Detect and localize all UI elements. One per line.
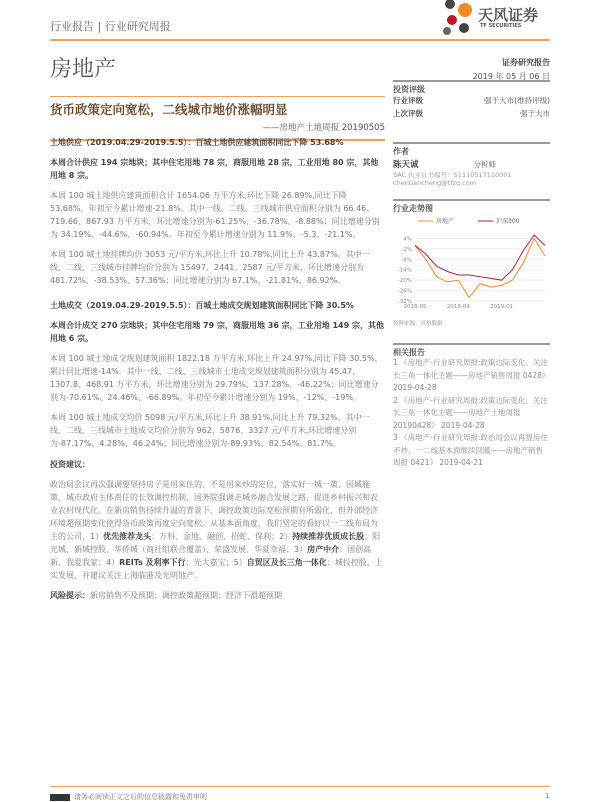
report-category: 行业报告 | 行业研究周报: [50, 20, 171, 33]
author-row: [393, 158, 550, 170]
advice-emph: REITs 及利率下行: [119, 558, 186, 567]
author-email: chentiancheng@tfzq.com: [393, 179, 477, 187]
y-tick-label: -8%: [401, 257, 412, 264]
footer: [50, 792, 207, 802]
advice-paragraph: [50, 478, 385, 582]
risk-title: 风险提示：: [50, 591, 90, 600]
previous-rating: [393, 107, 550, 120]
label: 上次评级: [393, 109, 423, 118]
y-tick-label: -26%: [397, 288, 412, 295]
related-title: 相关报告: [393, 343, 550, 357]
deal-summary: 本周合计成交 270 宗地块；其中住宅用地 79 宗，商服用地 36 宗，工业用地 149 宗，其他用地 6 宗。: [50, 321, 384, 343]
advice-emph: 自贸区及长三角一体化: [246, 558, 327, 567]
advice-title: 投资建议：: [50, 460, 90, 469]
label: 行业评级: [393, 96, 423, 105]
value: 强于大市(维持评级): [484, 96, 550, 105]
advice-text: 政治局会议再次强调要坚持房子是用来住的、不是用来炒的定位，落实好一城一策、因城施策、城市政府主体责任的长效调控机制，国务院强调走城乡融合发展之路，促进乡村振兴和农业农村现代化。在新房销售持续升温的背景下，调控政策边际宽松预期有所弱化，但外部经济环境超预期变化使得货币政策再度定向宽松。从基本面角度，我们坚定的看好以一二线布局为主的公司，1）: [50, 480, 378, 541]
chart-source: 资料来源：贝格数据: [393, 321, 443, 327]
author-title: 作者: [393, 142, 550, 156]
logo-mark-icon: [440, 0, 476, 36]
sector-title: 房地产: [50, 57, 117, 82]
industry-rating: [393, 94, 550, 107]
brand-name-en: TF SECURITIES: [480, 23, 522, 29]
footer-divider: [50, 786, 550, 787]
author-name: 陈天诚: [393, 160, 419, 170]
advice-text: ：城投控股、上实发展，并建议关注上海临港及光明地产。: [50, 558, 383, 580]
advice-text: ：光大嘉宝；5）: [185, 558, 247, 567]
advice-emph: 持续推荐优质成长股: [292, 532, 365, 541]
advice-text: ：阳光城、新城控股、华侨城（商社组联合覆盖）、荣盛发展、华夏幸福；3）: [50, 532, 381, 554]
supply-title: 土地供应（2019.04.29-2019.5.5）：百城土地供应建筑面积同比下降 53.68%: [50, 138, 344, 147]
subtitle: ——房地产土地周报 20190505: [262, 123, 385, 133]
x-tick-label: 2018-05: [403, 304, 427, 310]
industry-trend-chart: [393, 213, 550, 313]
report-type: 证券研究报告: [502, 58, 550, 67]
author-sac: SAC 执业证书编号：S1110517110001: [393, 171, 512, 179]
page-number: 1: [545, 792, 550, 800]
advice-text: ：国创高新、我爱我家；4）: [50, 545, 372, 567]
deal-title: 土地成交（2019.04.29-2019.5.5）：百城土地成交规划建筑面积同比下降 30.5%: [50, 301, 354, 310]
sidebar: [393, 76, 550, 470]
advice-text: ：万科、金地、融创、招蛇、保利；2）: [151, 532, 293, 541]
y-tick-label: -2%: [401, 246, 412, 253]
x-tick-label: 2018-09: [446, 304, 470, 310]
legend-label: 房地产: [436, 218, 455, 225]
deal-area-paragraph: 本周 100 城土地成交规划建筑面积 1822.18 万平方米,环比上升 24.97%,同比下降 30.5%，累计同比增速-14%。其中一线、二线、三线城市土地成交规划建筑面积分别为 45.47、1307.8、468.91 万平方米，环比增速分别为 29.79%、137.28%、-46.22%；同比增速分别为-70.61%、24.46%、-66.89%。年初至今累计增速分别为 19%、-12%、-19%。: [50, 354, 383, 402]
headline: 货币政策定向宽松，二线城市地价涨幅明显: [50, 102, 288, 117]
related-report-link[interactable]: 1 《房地产-行业研究周报:政策边际变化、关注长三角一体化主题——房地产销售周报 0428》 2019-04-28: [393, 358, 550, 392]
y-tick-label: -14%: [397, 267, 412, 274]
x-tick-label: 2019-01: [490, 304, 514, 310]
brand-name: 天风证券: [478, 6, 539, 24]
title-divider: [50, 96, 385, 97]
risk-text: 新房销售不及预期；调控政策超预期；经济下滑超预期: [90, 591, 282, 600]
brand-logo: [440, 0, 550, 36]
qr-code-icon: [50, 794, 70, 801]
supply-area-paragraph: 本周 100 城土地供应建筑面积合计 1654.06 万平方米,环比下降 26.89%,同比下降 53.68%，年初至今累计增速-21.8%。其中一线、二线、三线城市供应面积分别为 66.46、719.66、867.93 万平方米，环比增速分别为-61.25%、-36.78%、-8.88%；同比增速分别为 34.19%、-44.6%、-60.94%。年初至今累计增速分别为 11.9%、-5.3、-21.1%。: [50, 191, 380, 239]
deal-price-paragraph: 本周 100 城土地成交均价 5098 元/平方米,环比上升 38.91%,同比上升 79.32%。其中一线、二线、三线城市土地成交均价分别为 962、5876、3327 元/平方米,环比增速分别为-87.17%、4.28%、46.24%；同比增速分别为-89.93%、82.54%、81.7%。: [50, 413, 370, 448]
advice-emph: 房产中介: [307, 545, 340, 554]
advice-emph: 优先推荐龙头: [103, 532, 152, 541]
legend-label: 沪深300: [496, 218, 520, 225]
supply-price-paragraph: 本周 100 城土地挂牌均价 3053 元/平方米,环比上升 10.78%,同比上升 43.87%。其中一线、二线、三线城市挂牌均价分别为 15497、2441、2587 元/平方米，环比增速分别为 481.72%、-38.53%、57.36%；同比增速分别为 67.1%、-21.81%、86.92%。: [50, 250, 370, 285]
y-tick-label: -32%: [397, 299, 412, 305]
header-divider: [50, 39, 550, 41]
related-list: [393, 357, 550, 470]
rating-title: 投资评级: [393, 80, 550, 94]
author-role: 分析师: [473, 160, 497, 169]
related-report-link[interactable]: 2 《房地产-行业研究周报:政策边际变化、关注长三角一体化主题——房地产土地周报 20190428》 2019-04-28: [393, 395, 548, 430]
y-tick-label: 4%: [403, 236, 412, 243]
value: 强于大市: [520, 109, 550, 118]
y-tick-label: -20%: [397, 278, 412, 285]
supply-summary: 本周合计供应 194 宗地块；其中住宅用地 78 宗，商服用地 28 宗，工业用地 80 宗，其他用地 8 宗。: [50, 158, 379, 180]
report-date: 2019 年 05 月 06 日: [472, 72, 550, 81]
related-report-link[interactable]: 3 《房地产-行业研究周报:政治局会议再提房住不炒、一二线基本面继续回暖——房地产销售周报 0421》 2019-04-21: [393, 433, 548, 467]
disclaimer: 请务必阅读正文之后的信息披露和免责申明: [74, 793, 207, 801]
chart-title: 行业走势图: [393, 199, 550, 213]
main-body: [50, 136, 385, 609]
